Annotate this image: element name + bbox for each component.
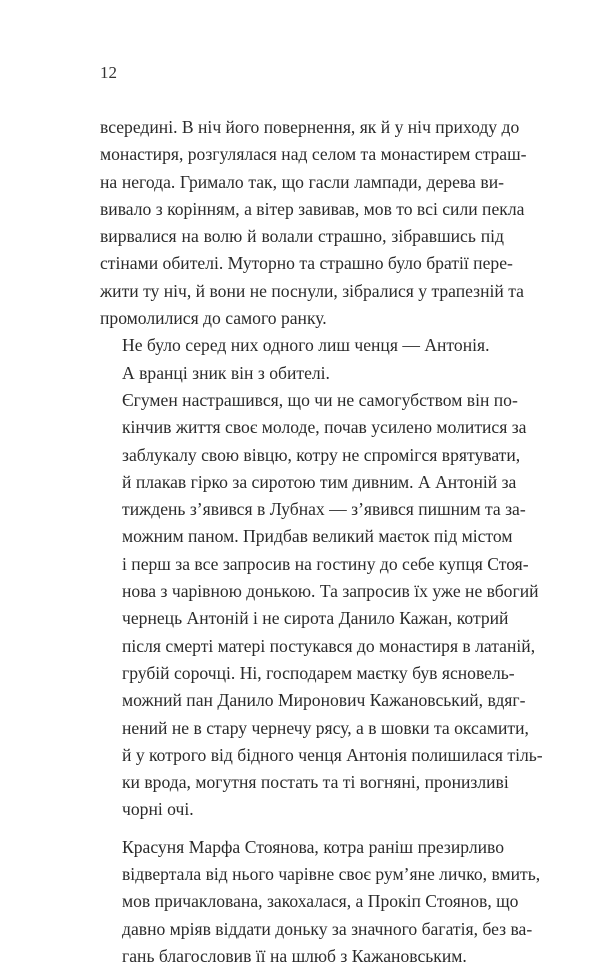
text-line: й плакав гірко за сиротою тим дивним. А Антоній за xyxy=(122,471,517,492)
paragraph xyxy=(100,834,541,970)
text-line: тиждень з’явився в Лубнах — з’явився пишним та за- xyxy=(122,499,526,520)
text-line: Єгумен настрашився, що чи не самогубством він по- xyxy=(122,389,518,410)
text-line: промолилися до самого ранку. xyxy=(100,308,327,329)
text-line: мов причаклована, закохалася, а Прокіп Стоянов, що xyxy=(122,891,519,912)
text-line: вирвалися на волю й волали страшно, зібравшись під xyxy=(100,226,504,247)
text-line: відвертала від нього чарівне своє рум’яне личко, вмить, xyxy=(122,864,541,885)
text-line: стінами обителі. Муторно та страшно було братії пере- xyxy=(100,253,513,274)
text-line: грубій сорочці. Ні, господарем маєтку був ясновель- xyxy=(122,662,515,683)
text-line: чорні очі. xyxy=(122,799,194,820)
text-line: всередині. В ніч його повернення, як й у ніч приходу до xyxy=(100,117,520,137)
text-line: на негода. Гримало так, що гасли лампади, дерева ви- xyxy=(100,171,504,192)
text-line: Красуня Марфа Стоянова, котра раніш презирливо xyxy=(122,836,504,857)
text-line: чернець Антоній і не сирота Данило Кажан, котрий xyxy=(122,608,509,629)
text-line: заблукалу свою вівцю, котру не спромігся врятувати, xyxy=(122,444,521,465)
text-line: нений не в стару чернечу рясу, а в шовки та оксамити, xyxy=(122,717,529,738)
text-line: жити ту ніч, й вони не поснули, зібралися у трапезній та xyxy=(100,280,524,301)
text-line: Не було серед них одного лиш ченця — Антонія. xyxy=(122,335,490,356)
text-line: і перш за все запросив на гостину до себе купця Стоя- xyxy=(122,553,529,574)
text-line: вивало з корінням, а вітер завивав, мов то всі сили пекла xyxy=(100,198,525,219)
paragraph xyxy=(100,332,504,359)
page-number: 12 xyxy=(100,63,117,82)
text-line: монастиря, розгулялася над селом та монастирем страш- xyxy=(100,144,527,165)
paragraph xyxy=(100,114,527,332)
text-line: можний пан Данило Миронович Кажановський, вдяг- xyxy=(122,690,526,711)
text-line: давно мріяв віддати доньку за значного багатія, без ва- xyxy=(122,918,533,939)
body-text xyxy=(100,114,543,970)
text-line: після смерті матері постукався до монастиря в латаній, xyxy=(122,635,536,656)
text-line: нова з чарівною донькою. Та запросив їх уже не вбогий xyxy=(122,581,539,602)
text-line: кінчив життя своє молоде, почав усилено молитися за xyxy=(122,417,527,438)
text-line: А вранці зник він з обителі. xyxy=(122,362,330,383)
text-line: можним паном. Придбав великий маєток під містом xyxy=(122,526,513,547)
paragraph xyxy=(100,360,504,387)
text-line: ки врода, могутня постать та ті вогняні, пронизливі xyxy=(122,772,509,793)
paragraph xyxy=(100,387,543,824)
text-line: гань благословив її на шлюб з Кажановським. xyxy=(122,945,467,966)
text-line: й у котрого від бідного ченця Антонія полишилася тіль- xyxy=(122,744,543,765)
